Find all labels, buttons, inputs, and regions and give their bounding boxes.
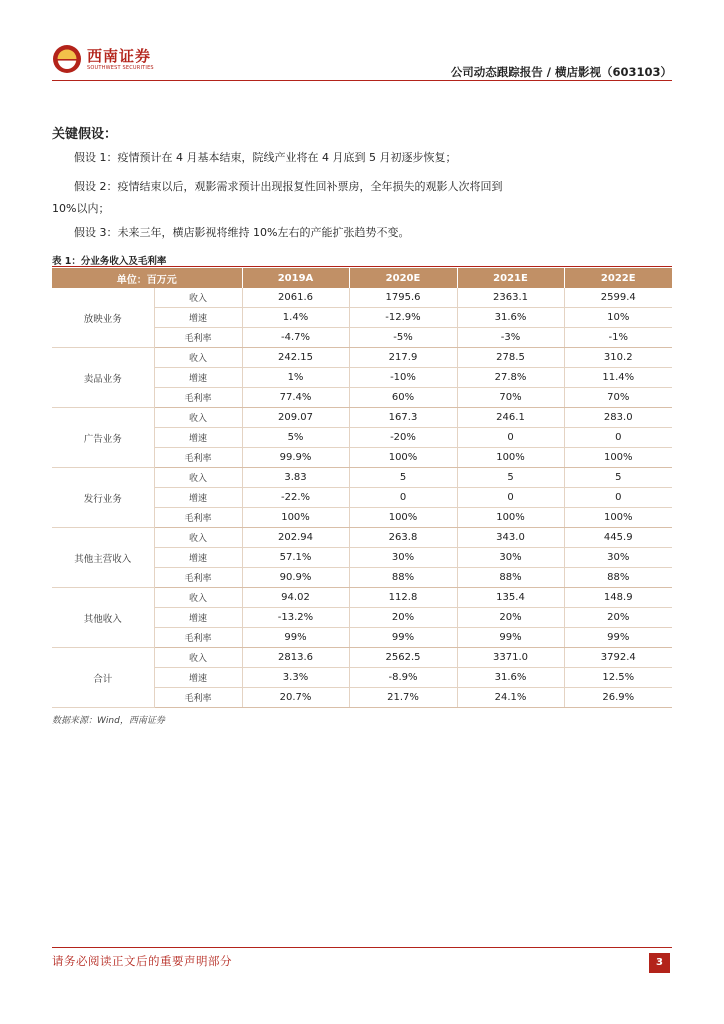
value-cell: 20.7% xyxy=(242,688,349,708)
value-cell: 112.8 xyxy=(349,588,457,608)
section-title: 关键假设： xyxy=(52,127,118,142)
year-header: 2019A xyxy=(242,268,349,288)
value-cell: 26.9% xyxy=(564,688,672,708)
segment-name: 广告业务 xyxy=(52,408,154,468)
value-cell: 100% xyxy=(564,448,672,468)
metric-label: 毛利率 xyxy=(154,328,242,348)
year-header: 2021E xyxy=(457,268,564,288)
value-cell: 3.3% xyxy=(242,668,349,688)
value-cell: 31.6% xyxy=(457,668,564,688)
unit-header: 单位：百万元 xyxy=(52,268,242,288)
metric-label: 收入 xyxy=(154,408,242,428)
company-logo-icon xyxy=(52,44,82,74)
table-row xyxy=(52,588,672,608)
value-cell: 2061.6 xyxy=(242,288,349,308)
value-cell: 310.2 xyxy=(564,348,672,368)
metric-label: 毛利率 xyxy=(154,568,242,588)
metric-label: 增速 xyxy=(154,668,242,688)
value-cell: 100% xyxy=(564,508,672,528)
value-cell: 246.1 xyxy=(457,408,564,428)
value-cell: 31.6% xyxy=(457,308,564,328)
metric-label: 增速 xyxy=(154,608,242,628)
value-cell: 283.0 xyxy=(564,408,672,428)
value-cell: 209.07 xyxy=(242,408,349,428)
value-cell: 5 xyxy=(457,468,564,488)
page-number: 3 xyxy=(649,953,670,973)
table-header-row xyxy=(52,268,672,288)
value-cell: 343.0 xyxy=(457,528,564,548)
value-cell: 24.1% xyxy=(457,688,564,708)
table-row xyxy=(52,288,672,308)
value-cell: 88% xyxy=(457,568,564,588)
value-cell: 21.7% xyxy=(349,688,457,708)
value-cell: 5 xyxy=(349,468,457,488)
metric-label: 收入 xyxy=(154,468,242,488)
value-cell: 2562.5 xyxy=(349,648,457,668)
metric-label: 增速 xyxy=(154,428,242,448)
table-top-divider xyxy=(52,266,672,267)
header-divider xyxy=(52,80,672,81)
metric-label: 增速 xyxy=(154,488,242,508)
assumption-2: 假设 2：疫情结束以后，观影需求预计出现报复性回补票房，全年损失的观影人次将回到 10%以内； xyxy=(52,180,503,215)
value-cell: 27.8% xyxy=(457,368,564,388)
value-cell: 0 xyxy=(564,428,672,448)
value-cell: -5% xyxy=(349,328,457,348)
value-cell: 94.02 xyxy=(242,588,349,608)
value-cell: 100% xyxy=(457,448,564,468)
value-cell: 99% xyxy=(564,628,672,648)
value-cell: 10% xyxy=(564,308,672,328)
value-cell: 30% xyxy=(564,548,672,568)
metric-label: 毛利率 xyxy=(154,628,242,648)
value-cell: 2813.6 xyxy=(242,648,349,668)
revenue-margin-table xyxy=(52,268,672,708)
value-cell: -4.7% xyxy=(242,328,349,348)
value-cell: 99.9% xyxy=(242,448,349,468)
value-cell: -22.% xyxy=(242,488,349,508)
value-cell: 20% xyxy=(457,608,564,628)
value-cell: 5 xyxy=(564,468,672,488)
value-cell: 135.4 xyxy=(457,588,564,608)
value-cell: 70% xyxy=(457,388,564,408)
value-cell: 57.1% xyxy=(242,548,349,568)
value-cell: 11.4% xyxy=(564,368,672,388)
logo-text: 西南证券 xyxy=(87,47,152,65)
value-cell: 1% xyxy=(242,368,349,388)
segment-name: 其他收入 xyxy=(52,588,154,648)
value-cell: 0 xyxy=(564,488,672,508)
metric-label: 收入 xyxy=(154,588,242,608)
value-cell: -20% xyxy=(349,428,457,448)
data-source: 数据来源：Wind，西南证券 xyxy=(52,716,165,726)
value-cell: -3% xyxy=(457,328,564,348)
value-cell: 100% xyxy=(457,508,564,528)
value-cell: 3792.4 xyxy=(564,648,672,668)
report-title: 公司动态跟踪报告 / 横店影视（603103） xyxy=(450,65,672,79)
value-cell: 202.94 xyxy=(242,528,349,548)
value-cell: 217.9 xyxy=(349,348,457,368)
segment-name: 其他主营收入 xyxy=(52,528,154,588)
value-cell: 0 xyxy=(457,488,564,508)
metric-label: 毛利率 xyxy=(154,508,242,528)
metric-label: 毛利率 xyxy=(154,448,242,468)
value-cell: 99% xyxy=(349,628,457,648)
logo-subtext: SOUTHWEST SECURITIES xyxy=(87,65,154,71)
value-cell: 70% xyxy=(564,388,672,408)
table-row xyxy=(52,468,672,488)
year-header: 2020E xyxy=(349,268,457,288)
value-cell: 90.9% xyxy=(242,568,349,588)
assumption-1: 假设 1：疫情预计在 4 月基本结束，院线产业将在 4 月底到 5 月初逐步恢复； xyxy=(74,151,457,164)
footer-disclaimer: 请务必阅读正文后的重要声明部分 xyxy=(52,954,232,968)
value-cell: 60% xyxy=(349,388,457,408)
value-cell: 100% xyxy=(349,508,457,528)
table-row xyxy=(52,528,672,548)
value-cell: -13.2% xyxy=(242,608,349,628)
value-cell: 3371.0 xyxy=(457,648,564,668)
table-row xyxy=(52,408,672,428)
assumption-3: 假设 3：未来三年，横店影视将维持 10%左右的产能扩张趋势不变。 xyxy=(74,226,410,239)
value-cell: -1% xyxy=(564,328,672,348)
metric-label: 增速 xyxy=(154,368,242,388)
metric-label: 毛利率 xyxy=(154,388,242,408)
value-cell: 445.9 xyxy=(564,528,672,548)
metric-label: 收入 xyxy=(154,288,242,308)
value-cell: 30% xyxy=(457,548,564,568)
table-row xyxy=(52,348,672,368)
table-body xyxy=(52,288,672,708)
table-row xyxy=(52,648,672,668)
value-cell: 1.4% xyxy=(242,308,349,328)
value-cell: 148.9 xyxy=(564,588,672,608)
value-cell: 99% xyxy=(457,628,564,648)
metric-label: 毛利率 xyxy=(154,688,242,708)
value-cell: 88% xyxy=(564,568,672,588)
page-header xyxy=(0,0,724,82)
value-cell: -10% xyxy=(349,368,457,388)
metric-label: 增速 xyxy=(154,548,242,568)
value-cell: 1795.6 xyxy=(349,288,457,308)
value-cell: 278.5 xyxy=(457,348,564,368)
metric-label: 收入 xyxy=(154,528,242,548)
segment-name: 发行业务 xyxy=(52,468,154,528)
footer-divider xyxy=(52,947,672,948)
value-cell: 100% xyxy=(242,508,349,528)
value-cell: 88% xyxy=(349,568,457,588)
value-cell: 12.5% xyxy=(564,668,672,688)
value-cell: -8.9% xyxy=(349,668,457,688)
value-cell: 3.83 xyxy=(242,468,349,488)
value-cell: 0 xyxy=(457,428,564,448)
segment-name: 合计 xyxy=(52,648,154,708)
value-cell: -12.9% xyxy=(349,308,457,328)
value-cell: 30% xyxy=(349,548,457,568)
segment-name: 卖品业务 xyxy=(52,348,154,408)
value-cell: 2363.1 xyxy=(457,288,564,308)
value-cell: 5% xyxy=(242,428,349,448)
value-cell: 99% xyxy=(242,628,349,648)
value-cell: 100% xyxy=(349,448,457,468)
value-cell: 2599.4 xyxy=(564,288,672,308)
segment-name: 放映业务 xyxy=(52,288,154,348)
value-cell: 242.15 xyxy=(242,348,349,368)
table-title: 表 1：分业务收入及毛利率 xyxy=(52,256,167,267)
value-cell: 20% xyxy=(564,608,672,628)
value-cell: 263.8 xyxy=(349,528,457,548)
metric-label: 收入 xyxy=(154,348,242,368)
value-cell: 0 xyxy=(349,488,457,508)
value-cell: 167.3 xyxy=(349,408,457,428)
value-cell: 77.4% xyxy=(242,388,349,408)
metric-label: 增速 xyxy=(154,308,242,328)
metric-label: 收入 xyxy=(154,648,242,668)
year-header: 2022E xyxy=(564,268,672,288)
value-cell: 20% xyxy=(349,608,457,628)
